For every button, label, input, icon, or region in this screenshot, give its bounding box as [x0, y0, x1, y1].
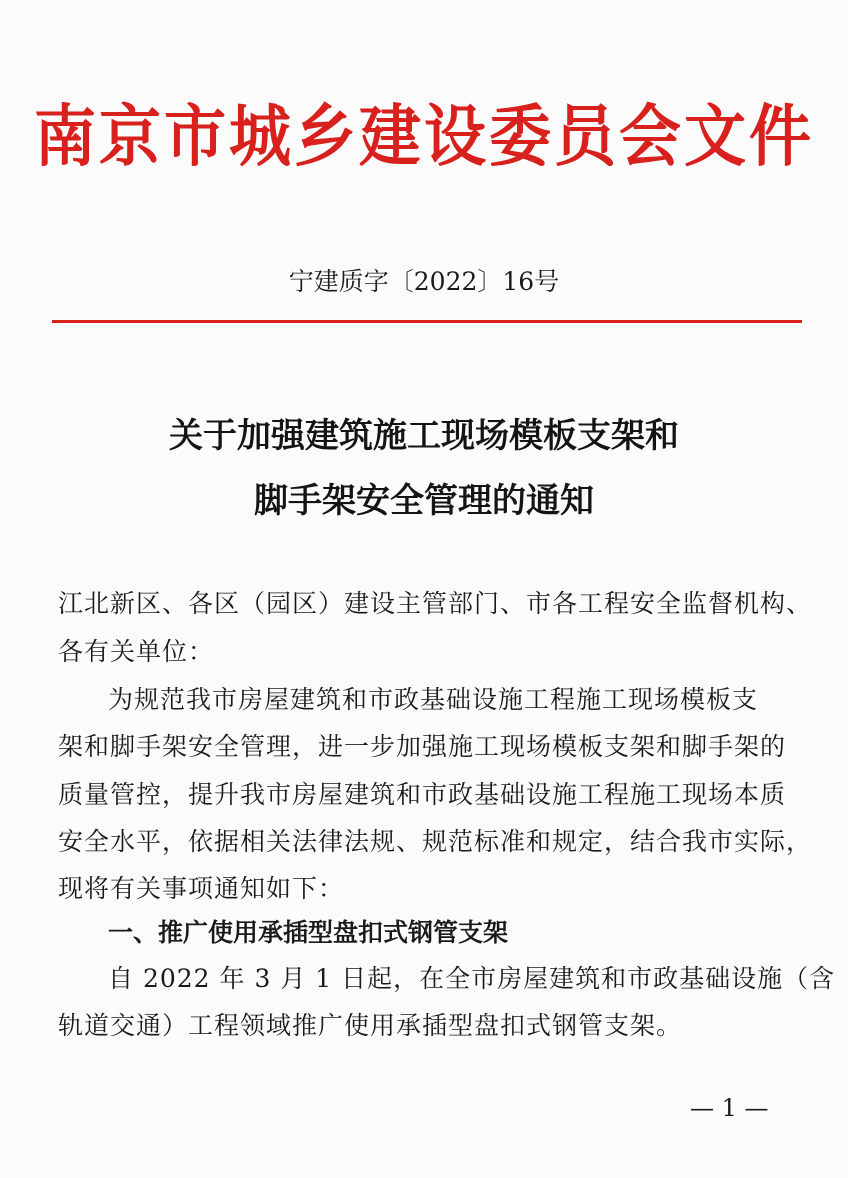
document-number: 宁建质字〔2022〕16号: [288, 267, 560, 296]
document-title-line-1: 关于加强建筑施工现场模板支架和: [169, 416, 679, 456]
recipients-line-2: 各有关单位：: [58, 637, 215, 666]
section-1-line-2: 轨道交通）工程领域推广使用承插型盘扣式钢管支架。: [58, 1011, 683, 1040]
paragraph-1-line-2: 架和脚手架安全管理，进一步加强施工现场模板支架和脚手架的: [58, 732, 787, 761]
section-1-heading: 一、推广使用承插型盘扣式钢管支架: [108, 918, 509, 947]
recipients-line-1: 江北新区、各区（园区）建设主管部门、市各工程安全监督机构、: [58, 589, 813, 618]
paragraph-1-line-4: 安全水平，依据相关法律法规、规范标准和规定，结合我市实际，: [58, 827, 813, 856]
paragraph-1-line-3: 质量管控，提升我市房屋建筑和市政基础设施工程施工现场本质: [58, 780, 787, 809]
document-title-line-2: 脚手架安全管理的通知: [254, 481, 594, 521]
paragraph-1-line-1: 为规范我市房屋建筑和市政基础设施工程施工现场模板支: [108, 685, 759, 714]
issuer-masthead: 南京市城乡建设委员会文件: [33, 97, 814, 176]
section-1-line-1: 自 2022 年 3 月 1 日起，在全市房屋建筑和市政基础设施（含: [108, 964, 836, 993]
red-separator-line: [52, 320, 802, 323]
paragraph-1-line-5: 现将有关事项通知如下：: [58, 874, 345, 903]
page-number: — 1 —: [690, 1094, 769, 1122]
